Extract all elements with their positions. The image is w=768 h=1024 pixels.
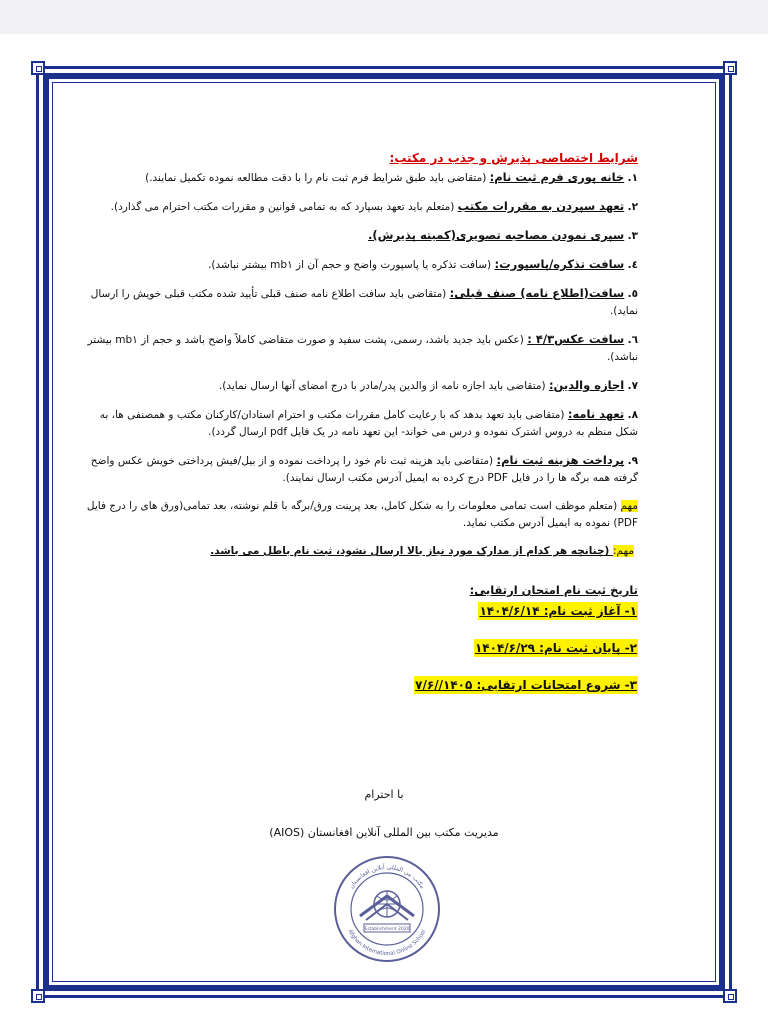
item-text: (سافت تذکره یا پاسپورت واضح و حجم آن از mb١ بیشتر نباشد). (208, 259, 495, 271)
note-tag: مهم (620, 500, 638, 512)
border-corner-bottom-left (31, 989, 45, 1003)
requirement-item (86, 285, 638, 320)
date-text: ٢- پایان ثبت نام: ١۴٠۴/۶/٢٩ (474, 641, 637, 655)
requirement-item (86, 406, 638, 441)
item-number: ٧. (627, 380, 638, 392)
document-body (86, 150, 638, 714)
border-corner-top-right (723, 61, 737, 75)
requirement-item (86, 452, 638, 487)
item-text: (متقاضی باید سافت اطلاع نامه صنف قبلی تأیید شده مکتب قبلی خویش را ارسال نماید). (90, 288, 638, 317)
item-label: اجازه والدین: (548, 378, 625, 392)
svg-text:Afghan International Online Sc: Afghan International Online School (346, 928, 428, 958)
important-note (86, 498, 638, 532)
item-number: ٦. (627, 334, 638, 346)
note-text: (متعلم موظف است تمامی معلومات را به شکل کامل، بعد پرینت ورق/برگه با قلم نوشته، بعد تمامی(ورق های را درج فایل PDF) نموده به ایمیل آدرس مکتب نماید. (86, 500, 638, 529)
item-label: پرداخت هزینه ثبت نام: (496, 453, 625, 467)
item-label: تعهد نامه: (567, 407, 625, 421)
item-number: ٤. (627, 259, 638, 271)
item-label: خانه پوری فرم ثبت نام: (489, 170, 625, 184)
requirement-item (86, 227, 638, 245)
item-number: ١. (627, 172, 638, 184)
item-label: سافت عکس۴/۳ : (527, 332, 625, 346)
item-text: (متقاضی باید طبق شرایط فرم ثبت نام را با دقت مطالعه نموده تکمیل نمایند.) (145, 172, 490, 184)
item-label: سافت(اطلاع نامه) صنف قبلی: (449, 286, 625, 300)
date-text: ١- آغاز ثبت نام: ١۴٠۴/۶/١۴ (479, 604, 637, 618)
item-label: سافت تذکره/پاسپورت: (494, 257, 625, 271)
item-text: (متعلم باید تعهد بسپارد که به تمامی قوانین و مقررات مکتب احترام می گذارد). (110, 201, 458, 213)
item-text: (عکس باید جدید باشد، رسمی، پشت سفید و صورت متقاضی کاملاً واضح باشد و حجم از mb١ بیشتر نباشد). (87, 334, 638, 363)
svg-text:Establishment 2020: Establishment 2020 (364, 927, 410, 932)
item-number: ٩. (627, 455, 638, 467)
requirement-item (86, 377, 638, 395)
viewer-top-bar (0, 0, 768, 34)
item-label: سپری نمودن مصاحبه تصویری(کمیته پذیرش). (368, 228, 625, 242)
item-number: ٨. (627, 409, 638, 421)
requirement-item (86, 169, 638, 187)
item-number: ٢. (627, 201, 638, 213)
signature-line: مدیریت مکتب بین المللی آنلاین افغانستان (AIOS) (269, 826, 499, 839)
border-corner-bottom-right (723, 989, 737, 1003)
date-line (86, 603, 638, 620)
item-label: تعهد سپردن به مقررات مکتب (457, 199, 625, 213)
note-tag: مهم: (613, 545, 634, 557)
item-number: ٥. (627, 288, 638, 300)
item-text: (متقاضی باید تعهد بدهد که با رعایت کامل مقررات مکتب و احترام استادان/کارکنان مکتب و همصنفی ها، به شکل منظم به دروس اشترک نموده و درس می خواند- این تعهد نامه در یک فایل pdf ارسال گردد). (99, 409, 638, 438)
requirement-item (86, 331, 638, 366)
closing-text: با احترام (364, 788, 404, 801)
school-seal-logo (332, 854, 442, 964)
important-note (86, 543, 638, 560)
svg-text:مکتب بین المللی آنلاین افغانست: مکتب بین المللی آنلاین افغانستان (348, 863, 426, 891)
requirement-item (86, 198, 638, 216)
dates-title: تاریخ ثبت نام امتحان ارتقایی: (469, 583, 638, 597)
item-number: ٣. (627, 230, 638, 242)
date-line (86, 677, 638, 694)
section-heading: شرایط اختصاصی پذیرش و جذب در مکتب: (389, 151, 638, 165)
item-text: (متقاضی باید هزینه ثبت نام خود را پرداخت نموده و از بیل/فیش پرداختی خویش عکس واضح گرفته همه برگه ها را در فایل PDF درج کرده به ایمیل آدرس مکتب ارسال نمایند). (90, 455, 638, 484)
note-text: (چنانچه هر کدام از مدارک مورد نیاز بالا ارسال نشود، ثبت نام باطل می باشد. (210, 545, 613, 557)
date-text: ٣- شروع امتحانات ارتقایی: ١۴٠۵//٧/۶ (415, 678, 637, 692)
border-corner-top-left (31, 61, 45, 75)
requirement-item (86, 256, 638, 274)
date-line (86, 640, 638, 657)
item-text: (متقاضی باید اجازه نامه از والدین پدر/مادر با درج امضای آنها ارسال نماید). (218, 380, 549, 392)
